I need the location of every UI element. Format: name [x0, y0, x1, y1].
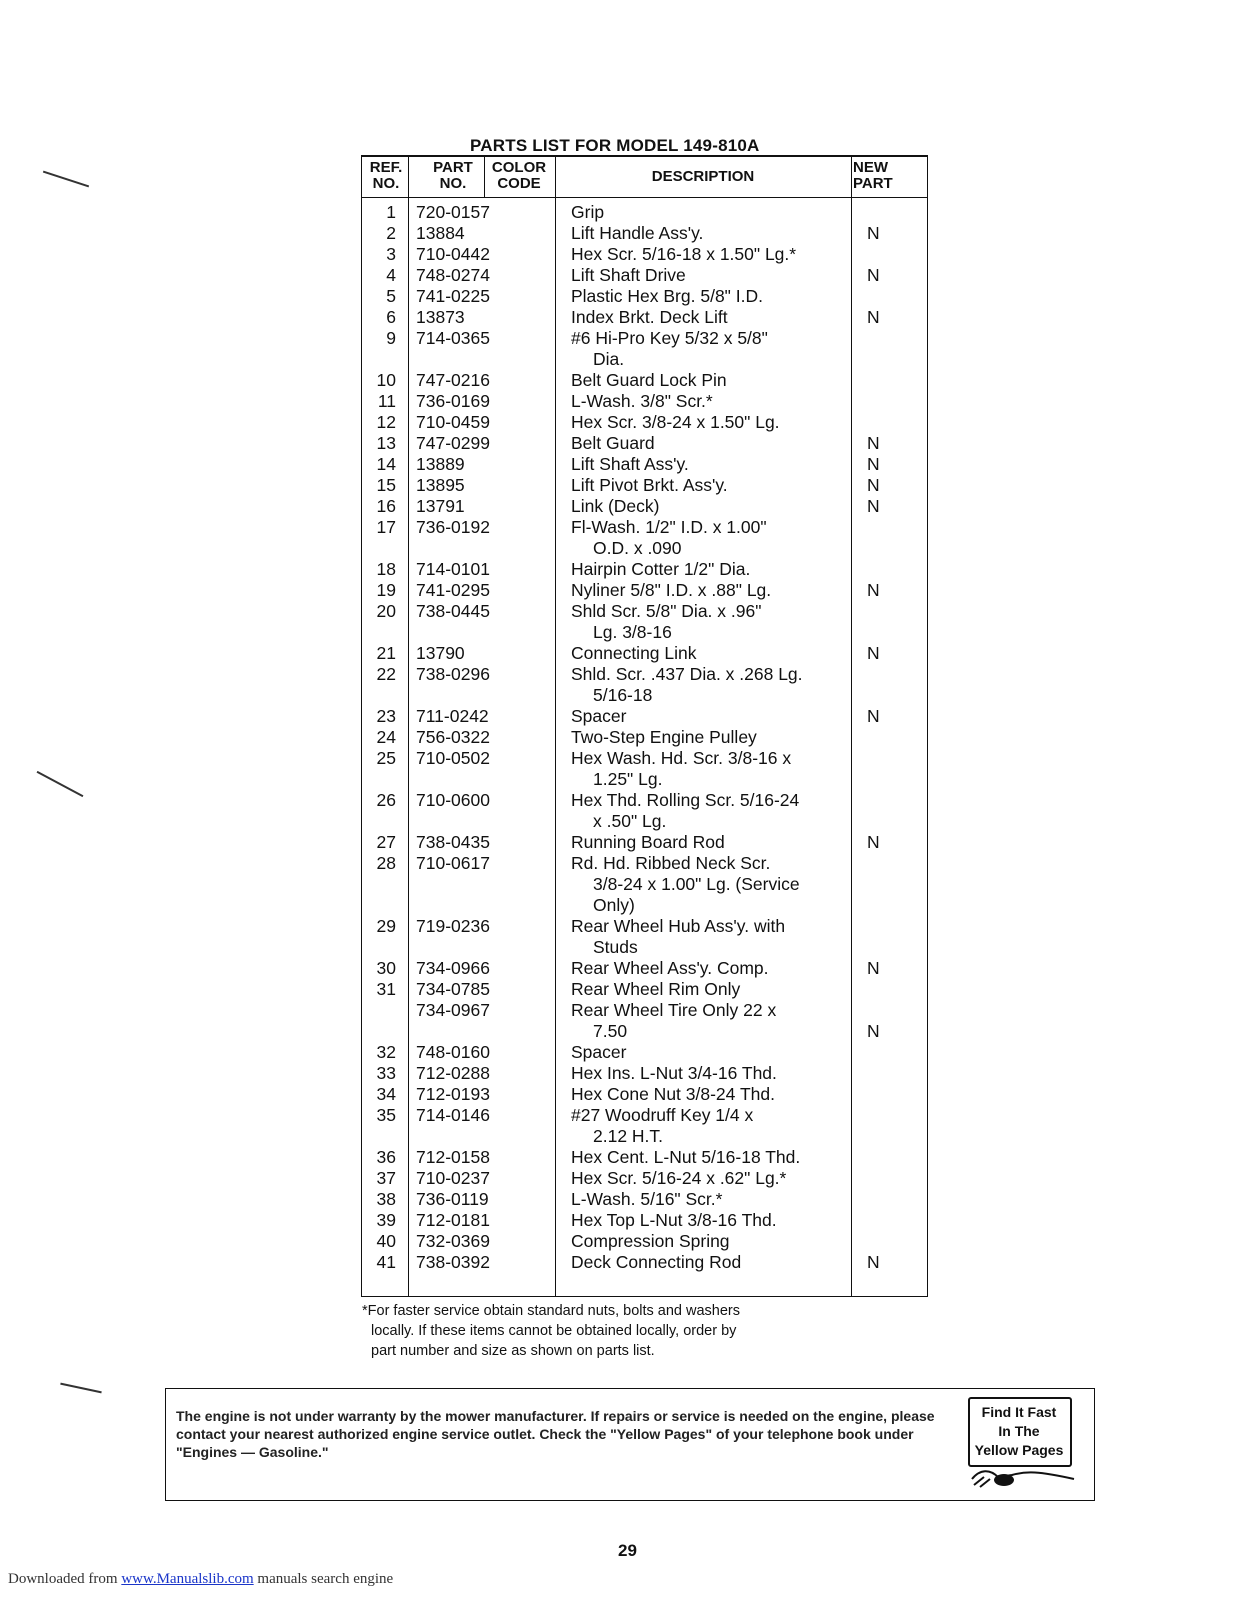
description	[571, 643, 861, 664]
parts-table	[361, 155, 928, 1297]
ref-no: 13	[376, 433, 396, 453]
ref-no: 19	[376, 580, 396, 600]
part-no: 734-0967	[416, 1000, 490, 1020]
description	[571, 454, 861, 475]
ref-no: 30	[376, 958, 396, 978]
ref-no: 37	[376, 1168, 396, 1188]
header-color-code	[484, 160, 554, 192]
description-line: Rear Wheel Rim Only	[571, 979, 741, 999]
part-no: 712-0158	[416, 1147, 490, 1167]
header-ref-line: REF.	[369, 159, 403, 176]
description	[571, 328, 861, 370]
description	[571, 1189, 861, 1210]
description-line: Compression Spring	[571, 1231, 730, 1251]
description-line: Rd. Hd. Ribbed Neck Scr.	[571, 853, 771, 873]
yellow-pages-line: Yellow Pages	[974, 1442, 1064, 1458]
ref-no: 4	[386, 265, 396, 285]
description-line: Hex Scr. 5/16-18 x 1.50" Lg.*	[571, 244, 797, 264]
description-line: Rear Wheel Tire Only 22 x	[571, 1000, 777, 1020]
description-line: Dia.	[593, 349, 625, 369]
description-line: Connecting Link	[571, 643, 697, 663]
footnote-line: *For faster service obtain standard nuts, bolts and washers	[362, 1303, 740, 1319]
header-part-no	[422, 160, 484, 192]
page-number: 29	[618, 1541, 637, 1560]
ref-no: 12	[376, 412, 396, 432]
description	[571, 1210, 861, 1231]
description	[571, 832, 861, 853]
description	[571, 244, 861, 265]
part-no: 710-0617	[416, 853, 490, 873]
part-no: 13790	[416, 643, 465, 663]
description	[571, 664, 861, 706]
part-no: 710-0502	[416, 748, 490, 768]
new-part-flag: N	[867, 832, 880, 852]
description-line: Hex Scr. 5/16-24 x .62" Lg.*	[571, 1168, 787, 1188]
description-line: O.D. x .090	[593, 538, 682, 558]
part-no: 710-0459	[416, 412, 490, 432]
header-description: DESCRIPTION	[651, 168, 755, 185]
ref-no: 5	[386, 286, 396, 306]
description-line: Index Brkt. Deck Lift	[571, 307, 728, 327]
ref-no: 32	[376, 1042, 396, 1062]
description-line: Grip	[571, 202, 605, 222]
part-no: 741-0295	[416, 580, 490, 600]
ref-no: 28	[376, 853, 396, 873]
yellow-pages-logo	[968, 1397, 1076, 1487]
description-line: Lift Pivot Brkt. Ass'y.	[571, 475, 728, 495]
header-ref	[364, 160, 408, 192]
description	[571, 1252, 861, 1273]
new-part-flag: N	[867, 454, 880, 474]
part-no: 710-0442	[416, 244, 490, 264]
engine-warranty-notice	[165, 1388, 1095, 1501]
part-no: 714-0146	[416, 1105, 490, 1125]
notice-text: The engine is not under warranty by the mower manufacturer. If repairs or service is needed on the engine, please contact your nearest authorized engine service outlet. Check the "Yellow Pages" of your telephone book under "Engines — Gasoline."	[176, 1408, 935, 1460]
description	[571, 1084, 861, 1105]
ref-no: 15	[376, 475, 396, 495]
footnote-line: part number and size as shown on parts list.	[371, 1343, 655, 1359]
description-line: 1.25" Lg.	[593, 769, 663, 789]
ref-no: 18	[376, 559, 396, 579]
description-line: 5/16-18	[593, 685, 653, 705]
new-part-flag: N	[867, 475, 880, 495]
part-no: 747-0216	[416, 370, 490, 390]
part-no: 13889	[416, 454, 465, 474]
description-line: Belt Guard	[571, 433, 655, 453]
description-line: #27 Woodruff Key 1/4 x	[571, 1105, 754, 1125]
description-line: Shld Scr. 5/8" Dia. x .96"	[571, 601, 762, 621]
part-no: 736-0169	[416, 391, 490, 411]
part-no: 710-0600	[416, 790, 490, 810]
download-suffix: manuals search engine	[253, 1571, 394, 1587]
description-line: 2.12 H.T.	[593, 1126, 664, 1146]
yellow-pages-line: Find It Fast	[981, 1404, 1057, 1420]
description-line: 7.50	[593, 1021, 628, 1041]
part-no: 712-0181	[416, 1210, 490, 1230]
ref-no: 1	[386, 202, 396, 222]
description-line: #6 Hi-Pro Key 5/32 x 5/8"	[571, 328, 768, 348]
description-line: Spacer	[571, 706, 627, 726]
part-no: 734-0966	[416, 958, 490, 978]
description-line: Lift Shaft Ass'y.	[571, 454, 689, 474]
description-line: Only)	[593, 895, 635, 915]
ref-no: 25	[376, 748, 396, 768]
ref-no: 22	[376, 664, 396, 684]
description-line: Belt Guard Lock Pin	[571, 370, 727, 390]
description-line: Spacer	[571, 1042, 627, 1062]
part-no: 719-0236	[416, 916, 490, 936]
description	[571, 706, 861, 727]
description	[571, 853, 861, 916]
new-part-flag: N	[867, 580, 880, 600]
description	[571, 412, 861, 433]
footnote	[362, 1301, 862, 1361]
description	[571, 1168, 861, 1189]
description	[571, 496, 861, 517]
new-part-flag: N	[867, 1021, 880, 1041]
description	[571, 1000, 861, 1042]
description-line: L-Wash. 5/16" Scr.*	[571, 1189, 723, 1209]
description	[571, 790, 861, 832]
margin-mark	[37, 771, 84, 797]
ref-no: 10	[376, 370, 396, 390]
margin-mark	[43, 171, 89, 188]
ref-no: 23	[376, 706, 396, 726]
manualslib-link[interactable]: www.Manualslib.com	[121, 1571, 254, 1587]
ref-no: 39	[376, 1210, 396, 1230]
description-line: Plastic Hex Brg. 5/8" I.D.	[571, 286, 763, 306]
part-no: 738-0296	[416, 664, 490, 684]
new-part-flag: N	[867, 643, 880, 663]
header-ref-line: NO.	[372, 175, 400, 192]
description-line: Hex Ins. L-Nut 3/4-16 Thd.	[571, 1063, 777, 1083]
description	[571, 580, 861, 601]
description-line: Hex Top L-Nut 3/8-16 Thd.	[571, 1210, 777, 1230]
description-line: Lift Handle Ass'y.	[571, 223, 704, 243]
ref-no: 14	[376, 454, 396, 474]
ref-no: 20	[376, 601, 396, 621]
ref-no: 17	[376, 517, 396, 537]
part-no: 738-0392	[416, 1252, 490, 1272]
part-no: 738-0445	[416, 601, 490, 621]
description	[571, 559, 861, 580]
ref-no: 9	[386, 328, 396, 348]
description-line: Hairpin Cotter 1/2" Dia.	[571, 559, 751, 579]
new-part-flag: N	[867, 706, 880, 726]
description	[571, 1105, 861, 1147]
description	[571, 748, 861, 790]
description	[571, 265, 861, 286]
part-no: 748-0274	[416, 265, 490, 285]
part-no: 712-0193	[416, 1084, 490, 1104]
ref-no: 34	[376, 1084, 396, 1104]
new-part-flag: N	[867, 496, 880, 516]
part-no: 741-0225	[416, 286, 490, 306]
description-line: Hex Cent. L-Nut 5/16-18 Thd.	[571, 1147, 801, 1167]
description-line: Hex Cone Nut 3/8-24 Thd.	[571, 1084, 775, 1104]
new-part-flag: N	[867, 223, 880, 243]
new-part-flag: N	[867, 958, 880, 978]
description	[571, 1063, 861, 1084]
ref-no: 33	[376, 1063, 396, 1083]
description-line: Rear Wheel Ass'y. Comp.	[571, 958, 769, 978]
description	[571, 286, 861, 307]
part-no: 736-0119	[416, 1189, 489, 1209]
description	[571, 958, 861, 979]
ref-no: 3	[386, 244, 396, 264]
description-line: Hex Thd. Rolling Scr. 5/16-24	[571, 790, 800, 810]
header-new-line: PART	[853, 175, 893, 192]
description-line: Shld. Scr. .437 Dia. x .268 Lg.	[571, 664, 803, 684]
description-line: Deck Connecting Rod	[571, 1252, 742, 1272]
footnote-line: locally. If these items cannot be obtained locally, order by	[371, 1323, 737, 1339]
description-line: Hex Scr. 3/8-24 x 1.50" Lg.	[571, 412, 780, 432]
description	[571, 1231, 861, 1252]
new-part-flag: N	[867, 265, 880, 285]
description-line: Lg. 3/8-16	[593, 622, 672, 642]
part-no: 13873	[416, 307, 465, 327]
part-no: 747-0299	[416, 433, 490, 453]
part-no: 748-0160	[416, 1042, 490, 1062]
description	[571, 370, 861, 391]
part-no: 13895	[416, 475, 465, 495]
part-no: 732-0369	[416, 1231, 490, 1251]
description-line: L-Wash. 3/8" Scr.*	[571, 391, 713, 411]
ref-no: 24	[376, 727, 396, 747]
new-part-flag: N	[867, 433, 880, 453]
header-color-line: COLOR	[491, 159, 547, 176]
part-no: 736-0192	[416, 517, 490, 537]
description-line: Lift Shaft Drive	[571, 265, 686, 285]
part-no: 13884	[416, 223, 465, 243]
description-line: Fl-Wash. 1/2" I.D. x 1.00"	[571, 517, 767, 537]
ref-no: 38	[376, 1189, 396, 1209]
header-rule	[362, 197, 927, 198]
description-line: Nyliner 5/8" I.D. x .88" Lg.	[571, 580, 772, 600]
description-line: Hex Wash. Hd. Scr. 3/8-16 x	[571, 748, 792, 768]
description	[571, 517, 861, 559]
description-line: Link (Deck)	[571, 496, 660, 516]
description	[571, 202, 861, 223]
description	[571, 1147, 861, 1168]
column-divider	[408, 157, 409, 1296]
ref-no: 29	[376, 916, 396, 936]
margin-mark	[60, 1383, 101, 1394]
header-part-line: NO.	[439, 175, 467, 192]
description-line: 3/8-24 x 1.00" Lg. (Service	[593, 874, 800, 894]
header-color-line: CODE	[497, 175, 541, 192]
description	[571, 1042, 861, 1063]
ref-no: 6	[386, 307, 396, 327]
ref-no: 11	[377, 391, 396, 411]
description	[571, 979, 861, 1000]
description-line: x .50" Lg.	[593, 811, 667, 831]
ref-no: 26	[376, 790, 396, 810]
description-line: Two-Step Engine Pulley	[571, 727, 757, 747]
ref-no: 40	[376, 1231, 396, 1251]
part-no: 734-0785	[416, 979, 490, 999]
download-prefix: Downloaded from	[8, 1571, 122, 1587]
part-no: 714-0365	[416, 328, 490, 348]
part-no: 712-0288	[416, 1063, 490, 1083]
part-no: 13791	[416, 496, 465, 516]
part-no: 720-0157	[416, 202, 490, 222]
part-no: 738-0435	[416, 832, 490, 852]
part-no: 756-0322	[416, 727, 490, 747]
part-no: 714-0101	[416, 559, 490, 579]
description	[571, 475, 861, 496]
description	[571, 727, 861, 748]
part-no: 710-0237	[416, 1168, 490, 1188]
description	[571, 391, 861, 412]
description	[571, 601, 861, 643]
description	[571, 307, 861, 328]
ref-no: 41	[376, 1252, 396, 1272]
header-part-line: PART	[433, 159, 473, 176]
ref-no: 21	[376, 643, 396, 663]
description-line: Rear Wheel Hub Ass'y. with	[571, 916, 786, 936]
yellow-pages-line: In The	[998, 1423, 1040, 1439]
page-title: PARTS LIST FOR MODEL 149-810A	[470, 136, 760, 155]
description	[571, 433, 861, 454]
new-part-flag: N	[867, 307, 880, 327]
part-no: 711-0242	[416, 706, 489, 726]
description	[571, 223, 861, 244]
header-new-line: NEW	[853, 159, 888, 176]
column-divider	[555, 157, 556, 1296]
description	[571, 916, 861, 958]
ref-no: 36	[376, 1147, 396, 1167]
description-line: Studs	[593, 937, 638, 957]
ref-no: 31	[376, 979, 396, 999]
new-part-flag: N	[867, 1252, 880, 1272]
ref-no: 16	[376, 496, 396, 516]
header-new-part	[853, 160, 909, 192]
yellow-pages-text	[971, 1403, 1067, 1460]
download-footer	[8, 1571, 393, 1588]
ref-no: 35	[376, 1105, 396, 1125]
walking-fingers-icon	[968, 1465, 1078, 1491]
description-line: Running Board Rod	[571, 832, 725, 852]
ref-no: 2	[386, 223, 396, 243]
ref-no: 27	[376, 832, 396, 852]
